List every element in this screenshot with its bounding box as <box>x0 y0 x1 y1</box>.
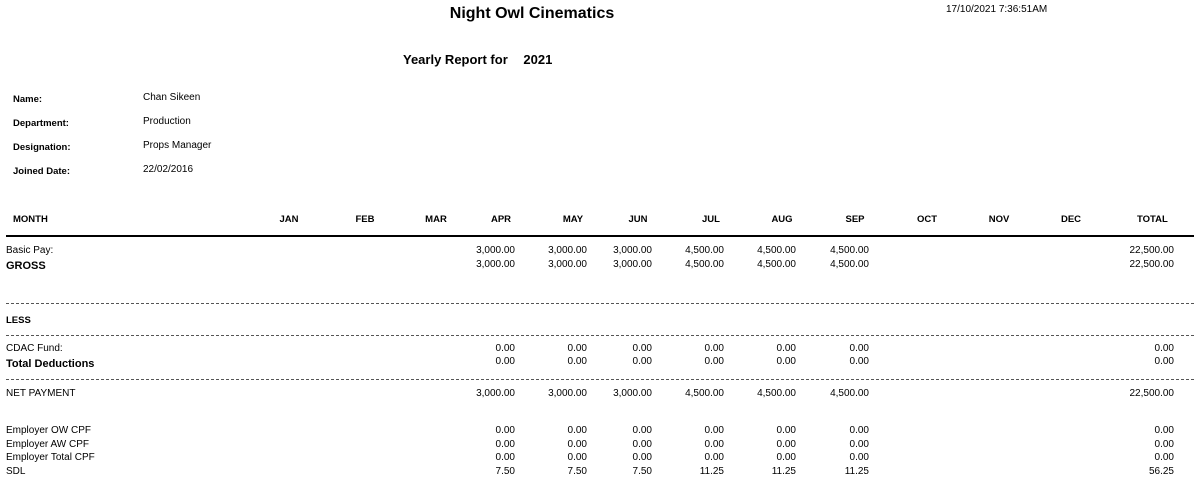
joined-date-label: Joined Date: <box>13 166 71 177</box>
cdac-sep-value: 0.00 <box>849 343 869 354</box>
basic-pay-may-value: 3,000.00 <box>548 245 587 256</box>
total-deductions-label: Total Deductions <box>6 358 95 370</box>
basic-pay-apr-value: 3,000.00 <box>476 245 515 256</box>
employer-total-cpf-apr-value: 0.00 <box>495 452 515 463</box>
gross-jul-value: 4,500.00 <box>685 259 724 270</box>
divider <box>6 335 1194 336</box>
name-value: Chan Sikeen <box>143 92 201 103</box>
header-rule <box>6 235 1194 237</box>
gross-label: GROSS <box>6 260 46 272</box>
employer-total-cpf-jul-value: 0.00 <box>704 452 724 463</box>
gross-apr-value: 3,000.00 <box>476 259 515 270</box>
total-deductions-aug-value: 0.00 <box>776 356 796 367</box>
total-deductions-total-value: 0.00 <box>1154 356 1174 367</box>
company-name: Night Owl Cinematics <box>449 5 615 22</box>
department-label: Department: <box>13 118 69 129</box>
month-header-nov: NOV <box>988 214 1010 225</box>
total-deductions-sep-value: 0.00 <box>849 356 869 367</box>
cdac-aug-value: 0.00 <box>776 343 796 354</box>
sdl-aug-value: 11.25 <box>771 466 796 477</box>
designation-value: Props Manager <box>143 140 212 151</box>
employer-ow-cpf-aug-value: 0.00 <box>776 425 796 436</box>
employer-aw-cpf-label: Employer AW CPF <box>6 439 89 450</box>
employer-aw-cpf-jul-value: 0.00 <box>704 439 724 450</box>
month-header-apr: APR <box>490 214 512 225</box>
sdl-sep-value: 11.25 <box>844 466 869 477</box>
cdac-apr-value: 0.00 <box>495 343 515 354</box>
divider <box>6 379 1194 380</box>
cdac-jul-value: 0.00 <box>704 343 724 354</box>
net-payment-apr-value: 3,000.00 <box>476 388 515 399</box>
report-year: 2021 <box>523 52 553 67</box>
employer-total-cpf-total-value: 0.00 <box>1154 452 1174 463</box>
total-deductions-jul-value: 0.00 <box>704 356 724 367</box>
employer-aw-cpf-may-value: 0.00 <box>567 439 587 450</box>
net-payment-jul-value: 4,500.00 <box>685 388 724 399</box>
print-timestamp: 17/10/2021 7:36:51AM <box>946 4 1048 15</box>
report-title-text: Yearly Report for <box>403 52 508 67</box>
employer-total-cpf-may-value: 0.00 <box>567 452 587 463</box>
sdl-apr-value: 7.50 <box>495 466 515 477</box>
total-deductions-may-value: 0.00 <box>567 356 587 367</box>
gross-may-value: 3,000.00 <box>548 259 587 270</box>
employer-total-cpf-label: Employer Total CPF <box>6 452 95 463</box>
net-payment-jun-value: 3,000.00 <box>613 388 652 399</box>
basic-pay-jun-value: 3,000.00 <box>613 245 652 256</box>
total-deductions-jun-value: 0.00 <box>632 356 652 367</box>
designation-label: Designation: <box>13 142 71 153</box>
report-title <box>403 52 552 67</box>
department-value: Production <box>143 116 191 127</box>
basic-pay-jul-value: 4,500.00 <box>685 245 724 256</box>
gross-total-value: 22,500.00 <box>1129 259 1174 270</box>
employer-ow-cpf-label: Employer OW CPF <box>6 425 92 436</box>
employer-aw-cpf-apr-value: 0.00 <box>495 439 515 450</box>
gross-jun-value: 3,000.00 <box>613 259 652 270</box>
employer-aw-cpf-aug-value: 0.00 <box>776 439 796 450</box>
employer-aw-cpf-sep-value: 0.00 <box>849 439 869 450</box>
employer-ow-cpf-apr-value: 0.00 <box>495 425 515 436</box>
employer-ow-cpf-jul-value: 0.00 <box>704 425 724 436</box>
sdl-label: SDL <box>6 466 26 477</box>
month-header-jul: JUL <box>702 214 720 225</box>
basic-pay-sep-value: 4,500.00 <box>830 245 869 256</box>
employer-ow-cpf-total-value: 0.00 <box>1154 425 1174 436</box>
sdl-total-value: 56.25 <box>1148 466 1174 477</box>
divider <box>6 303 1194 304</box>
sdl-may-value: 7.50 <box>567 466 587 477</box>
employer-ow-cpf-sep-value: 0.00 <box>849 425 869 436</box>
name-label: Name: <box>13 94 43 105</box>
sdl-jul-value: 11.25 <box>699 466 724 477</box>
month-header-aug: AUG <box>771 214 793 225</box>
less-label: LESS <box>6 315 31 326</box>
cdac-fund-label: CDAC Fund: <box>6 343 63 354</box>
employer-aw-cpf-jun-value: 0.00 <box>632 439 652 450</box>
employer-total-cpf-jun-value: 0.00 <box>632 452 652 463</box>
employer-total-cpf-aug-value: 0.00 <box>776 452 796 463</box>
cdac-jun-value: 0.00 <box>632 343 652 354</box>
employer-ow-cpf-jun-value: 0.00 <box>632 425 652 436</box>
net-payment-total-value: 22,500.00 <box>1129 388 1174 399</box>
employer-total-cpf-sep-value: 0.00 <box>849 452 869 463</box>
employer-ow-cpf-may-value: 0.00 <box>567 425 587 436</box>
gross-sep-value: 4,500.00 <box>830 259 869 270</box>
month-header-may: MAY <box>562 214 584 225</box>
gross-aug-value: 4,500.00 <box>757 259 796 270</box>
basic-pay-label: Basic Pay: <box>6 245 54 256</box>
net-payment-label: NET PAYMENT <box>6 388 76 399</box>
month-header: MONTH <box>13 214 48 225</box>
net-payment-sep-value: 4,500.00 <box>830 388 869 399</box>
basic-pay-aug-value: 4,500.00 <box>757 245 796 256</box>
basic-pay-total-value: 22,500.00 <box>1129 245 1174 256</box>
total-header: TOTAL <box>1137 214 1168 225</box>
month-header-jan: JAN <box>279 214 299 225</box>
net-payment-aug-value: 4,500.00 <box>757 388 796 399</box>
cdac-may-value: 0.00 <box>567 343 587 354</box>
employer-aw-cpf-total-value: 0.00 <box>1154 439 1174 450</box>
month-header-dec: DEC <box>1060 214 1082 225</box>
month-header-oct: OCT <box>916 214 938 225</box>
cdac-total-value: 0.00 <box>1154 343 1174 354</box>
joined-date-value: 22/02/2016 <box>143 164 194 175</box>
month-header-jun: JUN <box>628 214 648 225</box>
month-header-sep: SEP <box>845 214 865 225</box>
month-header-feb: FEB <box>355 214 375 225</box>
sdl-jun-value: 7.50 <box>632 466 652 477</box>
month-header-mar: MAR <box>425 214 447 225</box>
net-payment-may-value: 3,000.00 <box>548 388 587 399</box>
total-deductions-apr-value: 0.00 <box>495 356 515 367</box>
